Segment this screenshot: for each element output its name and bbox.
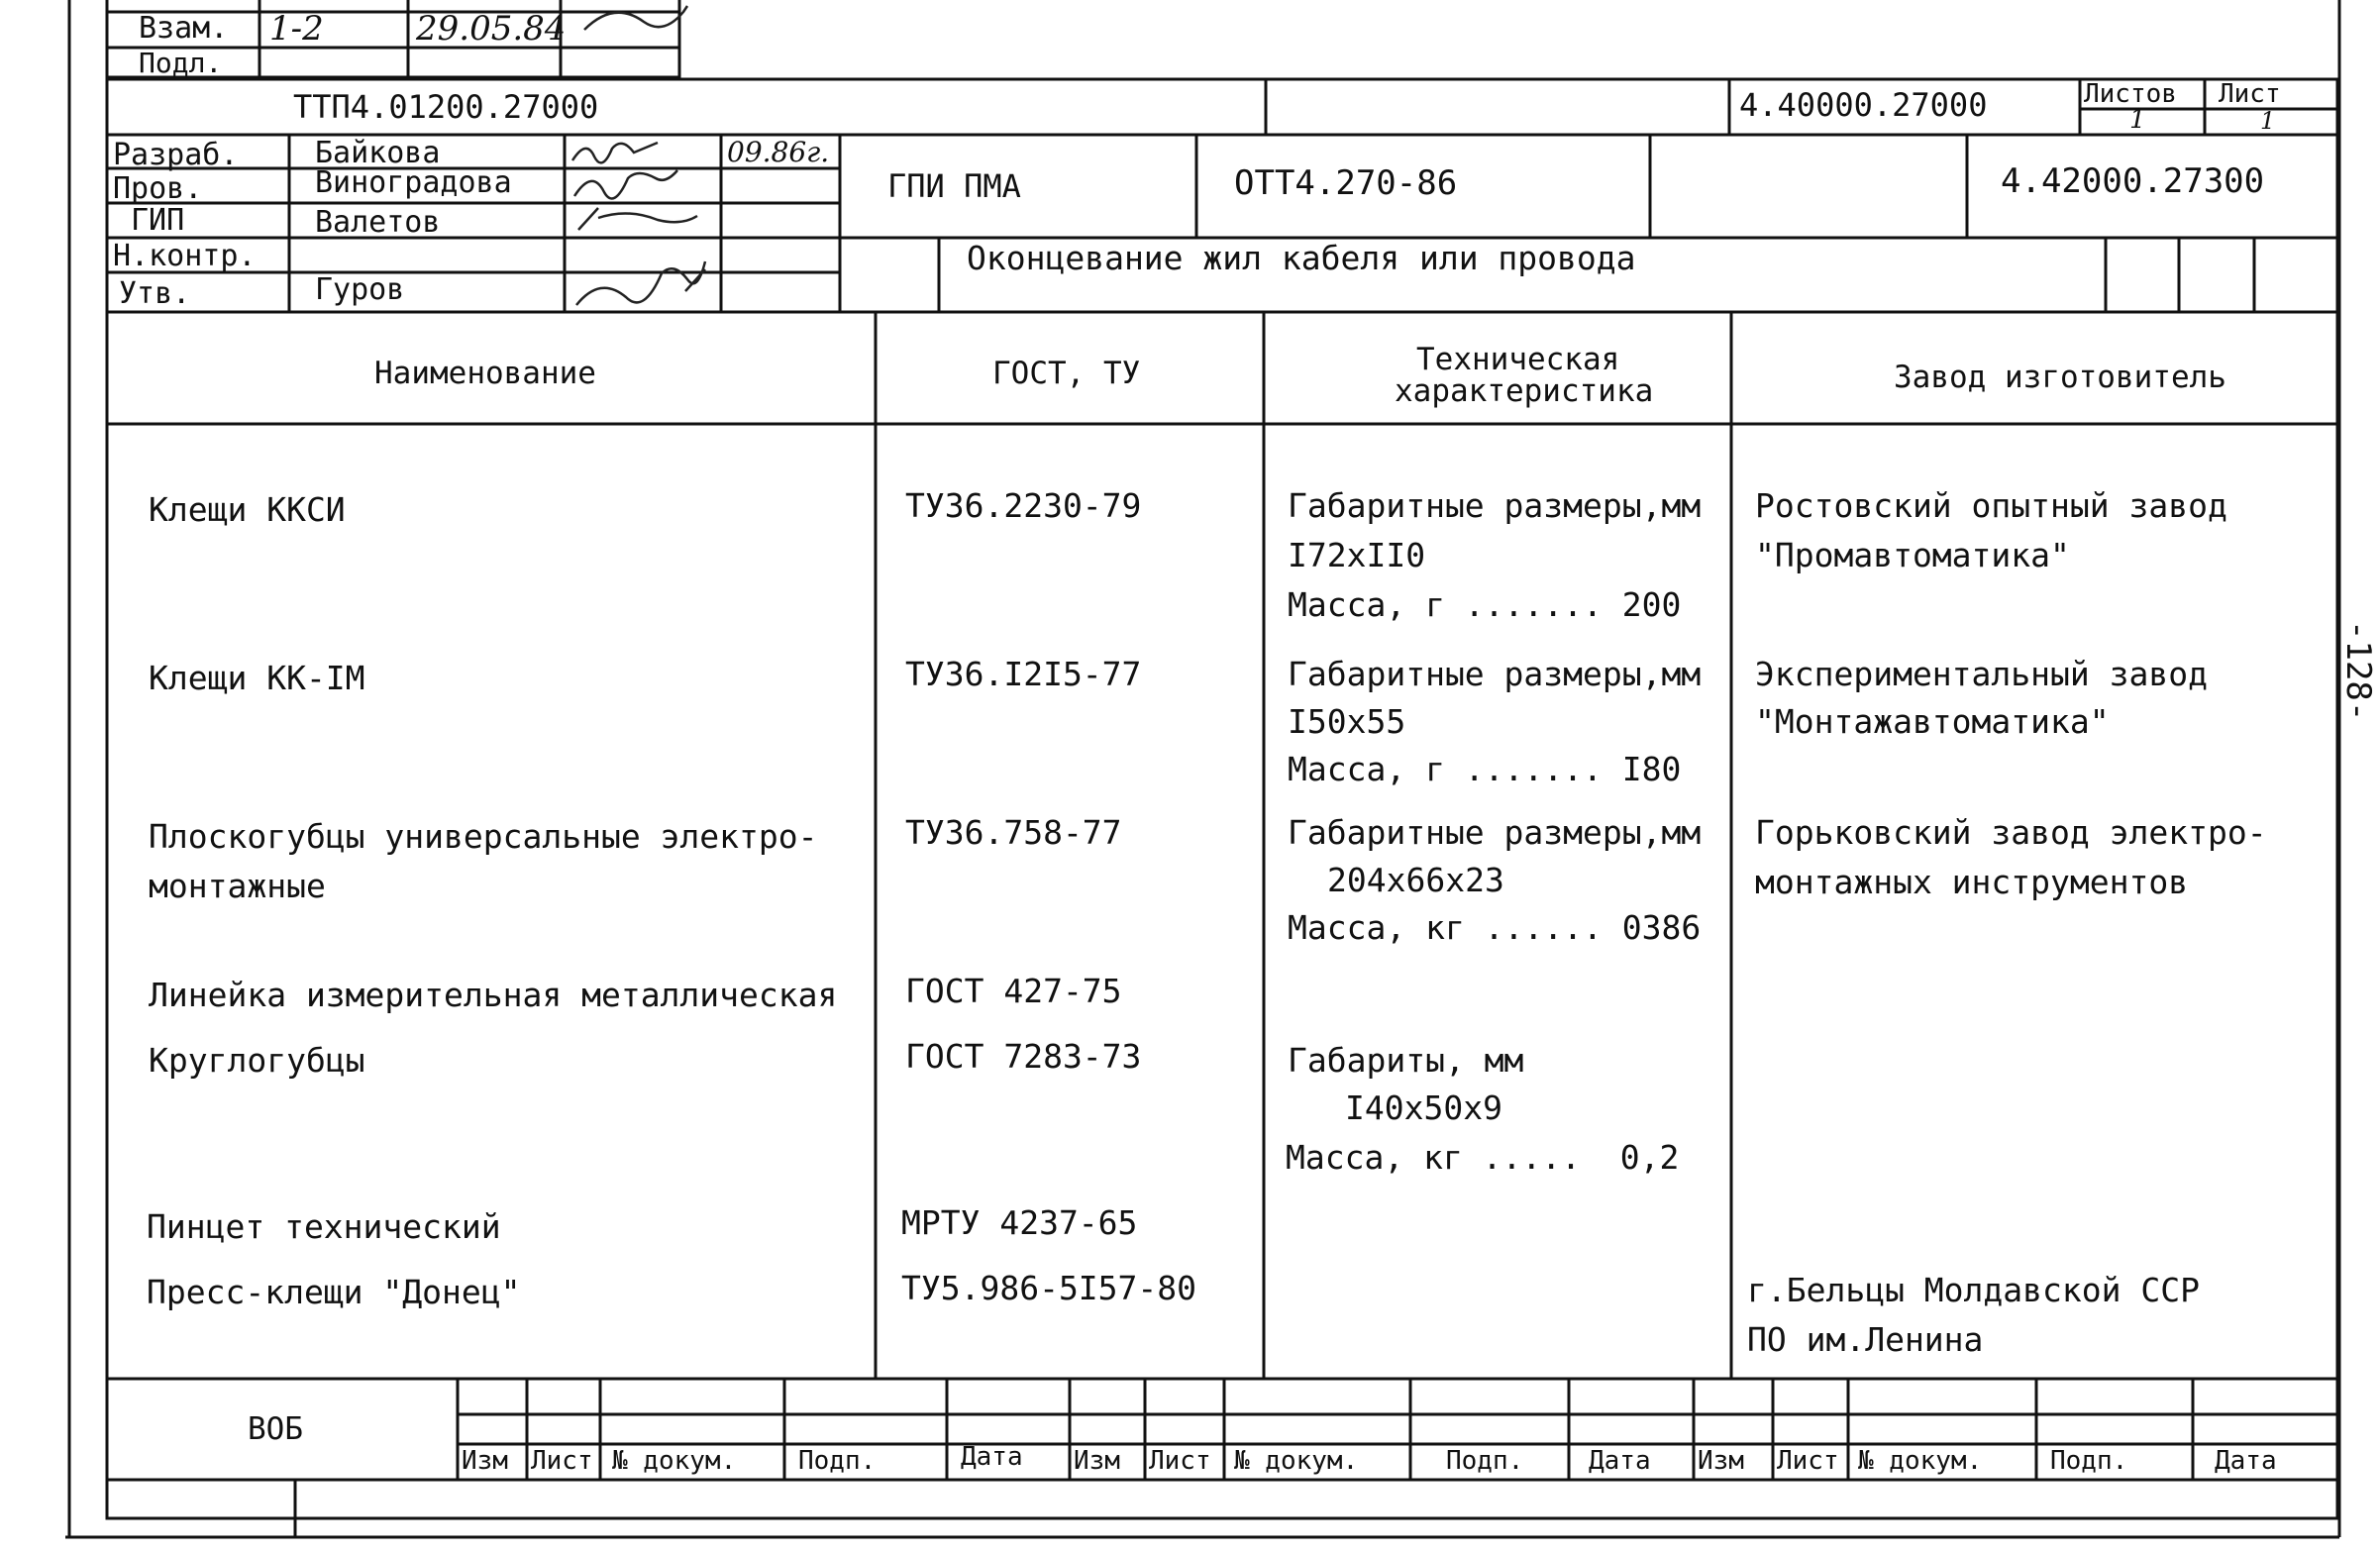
doc-code-top: 4.40000.27000 bbox=[1739, 86, 1988, 124]
item-gost: ТУ36.I2I5-77 bbox=[905, 655, 1142, 693]
item-tech: 204x66x23 bbox=[1327, 861, 1504, 899]
item-name: Клещи ККСИ bbox=[149, 490, 346, 529]
project-code: ТТП4.01200.27000 bbox=[293, 88, 599, 126]
rev-label: № докум. bbox=[1234, 1446, 1359, 1476]
rev-label: Дата bbox=[1589, 1446, 1651, 1476]
rev-label: Дата bbox=[961, 1442, 1023, 1472]
rev-label: Подп. bbox=[2050, 1446, 2128, 1476]
vob-label: ВОБ bbox=[248, 1411, 303, 1447]
item-name: Клещи КК-IМ bbox=[149, 659, 365, 697]
sheets-value: 1 bbox=[2129, 105, 2146, 135]
item-maker: монтажных инструментов bbox=[1755, 863, 2189, 901]
rev-label: Лист bbox=[1149, 1446, 1211, 1476]
item-tech: I40x50x9 bbox=[1345, 1088, 1502, 1127]
podl-label: Подл. bbox=[139, 47, 223, 79]
signatures bbox=[572, 6, 705, 305]
rev-label: Подп. bbox=[1446, 1446, 1524, 1476]
item-gost: МРТУ 4237-65 bbox=[901, 1203, 1138, 1242]
item-tech: Габаритные размеры,мм bbox=[1288, 486, 1702, 525]
item-maker: "Промавтоматика" bbox=[1755, 536, 2070, 574]
role-name: Валетов bbox=[315, 205, 441, 240]
role-name: Байкова bbox=[315, 136, 441, 170]
item-tech: I72xII0 bbox=[1288, 536, 1426, 574]
item-gost: ТУ36.2230-79 bbox=[905, 486, 1142, 525]
role-label: Н.контр. bbox=[113, 239, 257, 273]
item-tech: Масса, г ....... 200 bbox=[1288, 585, 1682, 624]
role-label: Разраб. bbox=[113, 138, 239, 172]
rev-label: № докум. bbox=[612, 1446, 737, 1476]
item-gost: ТУ5.986-5I57-80 bbox=[901, 1269, 1197, 1307]
doc-code: 4.42000.27300 bbox=[2001, 161, 2265, 201]
doc-title: Оконцевание жил кабеля или провода bbox=[967, 239, 1636, 277]
item-tech: Масса, кг ..... 0,2 bbox=[1286, 1138, 1680, 1177]
header-gost: ГОСТ, ТУ bbox=[992, 356, 1141, 391]
item-gost: ГОСТ 427-75 bbox=[905, 972, 1122, 1010]
item-name: Пинцет технический bbox=[147, 1207, 501, 1246]
item-maker: г.Бельцы Молдавской ССР bbox=[1747, 1271, 2200, 1309]
rev-label: Изм bbox=[1074, 1446, 1120, 1476]
rev-label: Дата bbox=[2215, 1446, 2277, 1476]
rev-label: № докум. bbox=[1858, 1446, 1983, 1476]
role-label: Пров. bbox=[113, 171, 203, 206]
rev-label: Изм bbox=[1698, 1446, 1744, 1476]
header-name: Наименование bbox=[374, 356, 596, 391]
item-name: Круглогубцы bbox=[149, 1041, 365, 1080]
item-maker: Горьковский завод электро- bbox=[1755, 813, 2267, 852]
role-label: ГИП bbox=[131, 203, 185, 238]
header-maker: Завод изготовитель bbox=[1894, 360, 2226, 395]
role-label: Утв. bbox=[119, 276, 191, 311]
item-tech: Масса, кг ...... 0386 bbox=[1288, 908, 1702, 947]
item-name: монтажные bbox=[149, 867, 326, 905]
rev-label: Лист bbox=[531, 1446, 593, 1476]
role-name: Гуров bbox=[315, 272, 405, 307]
sheets-label: Листов bbox=[2084, 79, 2177, 109]
item-name: Линейка измерительная металлическая bbox=[149, 976, 838, 1014]
item-tech: Масса, г ....... I80 bbox=[1288, 750, 1682, 788]
item-tech: Габариты, мм bbox=[1288, 1041, 1524, 1080]
item-tech: I50x55 bbox=[1288, 702, 1406, 741]
item-name: Плоскогубцы универсальные электро- bbox=[149, 817, 818, 856]
item-maker: Экспериментальный завод bbox=[1755, 655, 2208, 693]
item-gost: ТУ36.758-77 bbox=[905, 813, 1122, 852]
header-tech-line1: Техническая bbox=[1416, 342, 1620, 377]
sheet-value: 1 bbox=[2260, 107, 2276, 135]
vzam-value: 1-2 bbox=[269, 9, 324, 49]
item-maker: "Монтажавтоматика" bbox=[1755, 702, 2110, 741]
organization: ГПИ ПМА bbox=[887, 167, 1021, 205]
page-number: -128- bbox=[2338, 620, 2378, 722]
item-maker: ПО им.Ленина bbox=[1747, 1320, 1984, 1359]
item-tech: Габаритные размеры,мм bbox=[1288, 813, 1702, 852]
rev-label: Изм bbox=[462, 1446, 508, 1476]
header-tech-line2: характеристика bbox=[1395, 373, 1654, 409]
rev-label: Лист bbox=[1777, 1446, 1839, 1476]
role-date: 09.86г. bbox=[727, 136, 830, 168]
item-name: Пресс-клещи "Донец" bbox=[147, 1273, 521, 1311]
sheet-label: Лист bbox=[2219, 79, 2281, 109]
role-name: Виноградова bbox=[315, 165, 512, 200]
vzam-date: 29.05.84 bbox=[416, 9, 567, 49]
ott-code: ОТТ4.270-86 bbox=[1234, 163, 1458, 203]
item-gost: ГОСТ 7283-73 bbox=[905, 1037, 1142, 1076]
rev-label: Подп. bbox=[798, 1446, 877, 1476]
vzam-label: Взам. bbox=[139, 11, 229, 46]
item-tech: Габаритные размеры,мм bbox=[1288, 655, 1702, 693]
item-maker: Ростовский опытный завод bbox=[1755, 486, 2227, 525]
